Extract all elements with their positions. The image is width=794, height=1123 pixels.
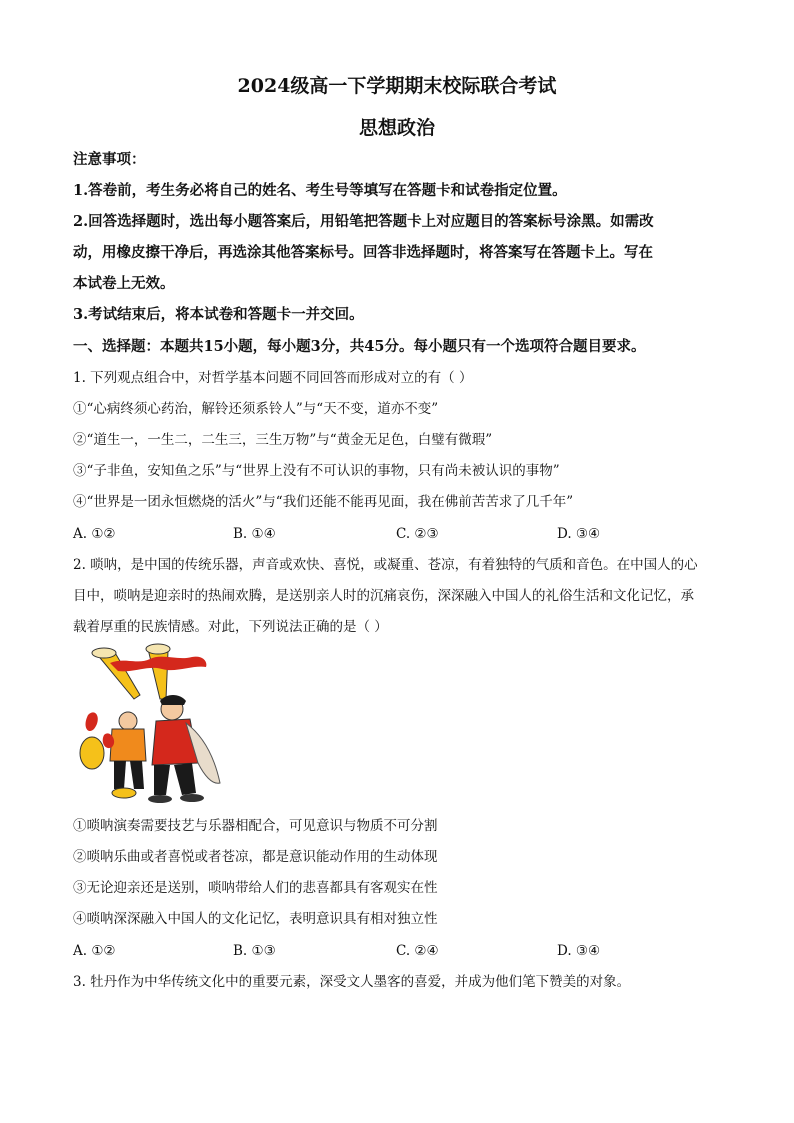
q2-option-a: A. ①② — [73, 943, 116, 959]
q1-option-a: A. ①② — [73, 526, 116, 542]
q2-stem-line-1: 2. 唢呐，是中国的传统乐器，声音或欢快、喜悦，或凝重、苍凉，有着独特的气质和音色。在中国人的心 — [73, 557, 698, 573]
suona-players-illustration — [74, 643, 234, 805]
notice-item-2-line-3: 本试卷上无效。 — [73, 275, 175, 292]
notice-item-1: 1.答卷前，考生务必将自己的姓名、考生号等填写在答题卡和试卷指定位置。 — [73, 182, 567, 199]
q1-statement-2: ②“道生一，一生二，二生三，三生万物”与“黄金无足色，白璧有微瑕” — [73, 432, 493, 448]
exam-subject: 思想政治 — [358, 117, 435, 139]
q2-statement-2: ②唢呐乐曲或者喜悦或者苍凉，都是意识能动作用的生动体现 — [73, 849, 438, 865]
notice-heading: 注意事项： — [73, 151, 146, 168]
section-heading: 一、选择题：本题共15小题，每小题3分，共45分。每小题只有一个选项符合题目要求。 — [73, 338, 646, 355]
q2-stem-line-2: 目中，唢呐是迎亲时的热闹欢腾，是送别亲人时的沉痛哀伤，深深融入中国人的礼俗生活和文化记忆，承 — [73, 588, 694, 604]
notice-item-2-line-1: 2.回答选择题时，选出每小题答案后，用铅笔把答题卡上对应题目的答案标号涂黑。如需改 — [73, 213, 654, 230]
notice-item-2-line-2: 动，用橡皮擦干净后，再选涂其他答案标号。回答非选择题时，将答案写在答题卡上。写在 — [73, 244, 653, 261]
q1-stem: 1. 下列观点组合中，对哲学基本问题不同回答而形成对立的有（ ） — [73, 370, 473, 386]
q3-stem: 3. 牡丹作为中华传统文化中的重要元素，深受文人墨客的喜爱，并成为他们笔下赞美的对象。 — [73, 974, 631, 990]
exam-title: 2024级高一下学期期末校际联合考试 — [237, 75, 557, 97]
q1-statement-3: ③“子非鱼，安知鱼之乐”与“世界上没有不可认识的事物，只有尚未被认识的事物” — [73, 463, 560, 479]
q1-option-d: D. ③④ — [557, 526, 601, 542]
q1-option-c: C. ②③ — [396, 526, 439, 542]
q2-option-d: D. ③④ — [557, 943, 601, 959]
q2-statement-4: ④唢呐深深融入中国人的文化记忆，表明意识具有相对独立性 — [73, 911, 438, 927]
q2-statement-1: ①唢呐演奏需要技艺与乐器相配合，可见意识与物质不可分割 — [73, 818, 438, 834]
notice-item-3: 3.考试结束后，将本试卷和答题卡一并交回。 — [73, 306, 364, 323]
q1-option-b: B. ①④ — [233, 526, 276, 542]
q2-stem-line-3: 载着厚重的民族情感。对此，下列说法正确的是（ ） — [73, 619, 388, 635]
q1-statement-1: ①“心病终须心药治，解铃还须系铃人”与“天不变，道亦不变” — [73, 401, 439, 417]
q1-statement-4: ④“世界是一团永恒燃烧的活火”与“我们还能不能再见面，我在佛前苦苦求了几千年” — [73, 494, 574, 510]
q2-option-b: B. ①③ — [233, 943, 276, 959]
q2-statement-3: ③无论迎亲还是送别，唢呐带给人们的悲喜都具有客观实在性 — [73, 880, 438, 896]
q2-option-c: C. ②④ — [396, 943, 439, 959]
